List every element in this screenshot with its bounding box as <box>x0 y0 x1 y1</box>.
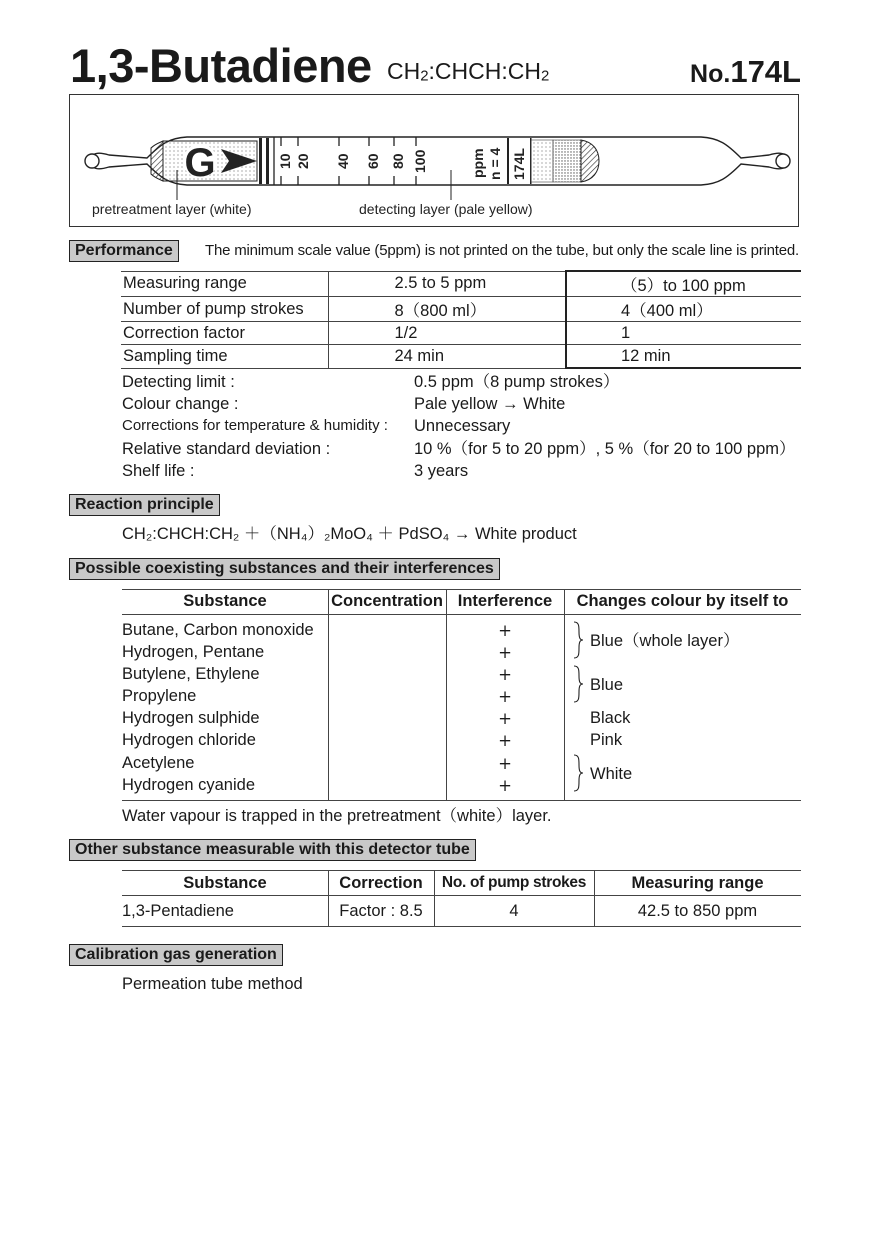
perf-value: 1/2 <box>328 322 566 345</box>
spec-label: Corrections for temperature & humidity : <box>122 417 388 434</box>
colour-change-cell: Black <box>590 709 631 727</box>
perf-value: 4（400 ml） <box>566 297 801 322</box>
scale-label: 100 <box>412 149 428 173</box>
table-row <box>121 297 801 322</box>
interferences-footnote: Water vapour is trapped in the pretreatment（white）layer. <box>122 807 552 825</box>
column-header: Substance <box>183 874 267 892</box>
substance-cell: Propylene <box>122 687 197 705</box>
formula-subscript: 2 <box>420 67 429 85</box>
brace-icon <box>574 622 583 658</box>
tube-number-value: 174L <box>730 54 801 89</box>
tube-number-prefix: No. <box>690 60 731 88</box>
perf-value: 24 min <box>328 345 566 369</box>
reaction-equation: CH₂:CHCH:CH₂ ＋（NH₄）₂MoO₄ ＋ PdSO₄ → White product <box>122 525 577 543</box>
substance-cell: Butylene, Ethylene <box>122 665 260 683</box>
perf-label: Correction factor <box>121 322 328 345</box>
page-title: 1,3-Butadiene <box>70 39 372 92</box>
substance-cell: Acetylene <box>122 754 195 772</box>
perf-value: 1 <box>566 322 801 345</box>
strokes-label: n = 4 <box>487 147 503 180</box>
interference-cell: + <box>498 776 512 795</box>
detecting-layer-label: detecting layer (pale yellow) <box>359 201 533 217</box>
scale-label: 10 <box>277 153 293 169</box>
spec-value: 3 years <box>414 462 469 480</box>
brace-icons <box>568 620 588 800</box>
interference-cell: + <box>498 665 512 684</box>
performance-note: The minimum scale value (5ppm) is not printed on the tube, but only the scale line is printed. <box>205 242 800 259</box>
scale-label: 80 <box>390 153 406 169</box>
interferences-table <box>122 589 801 801</box>
substance-cell: 1,3-Pentadiene <box>122 902 234 920</box>
tube-code-label: 174L <box>511 148 527 180</box>
column-header: No. of pump strokes <box>441 874 587 891</box>
substance-cell: Hydrogen, Pentane <box>122 643 265 661</box>
chemical-formula <box>387 58 549 85</box>
detector-tube-illustration <box>69 94 799 227</box>
brace-icon <box>574 666 583 702</box>
table-row <box>121 322 801 345</box>
interference-cell: + <box>498 687 512 706</box>
column-header: Changes colour by itself to <box>576 592 789 610</box>
spec-label: Relative standard deviation : <box>122 440 331 458</box>
spec-label: Colour change : <box>122 395 239 413</box>
pump-strokes-cell: 4 <box>509 902 519 920</box>
measuring-range-cell: 42.5 to 850 ppm <box>637 902 758 920</box>
substance-cell: Butane, Carbon monoxide <box>122 621 314 639</box>
reaction-heading: Reaction principle <box>69 494 220 516</box>
perf-label: Number of pump strokes <box>121 297 328 322</box>
brace-icon <box>574 755 583 791</box>
calibration-heading: Calibration gas generation <box>69 944 283 966</box>
perf-value: 8（800 ml） <box>328 297 566 322</box>
spec-value: Pale yellow → White <box>414 395 566 413</box>
perf-value: 12 min <box>566 345 801 369</box>
perf-value: （5）to 100 ppm <box>566 271 801 297</box>
other-substance-heading: Other substance measurable with this detector tube <box>69 839 476 861</box>
column-header: Correction <box>339 874 423 892</box>
formula-part: CH <box>387 58 421 84</box>
spec-value: 0.5 ppm（8 pump strokes） <box>414 373 620 391</box>
perf-label: Measuring range <box>121 271 328 297</box>
substance-cell: Hydrogen cyanide <box>122 776 255 794</box>
perf-label: Sampling time <box>121 345 328 369</box>
spec-value: Unnecessary <box>414 417 511 435</box>
substance-cell: Hydrogen chloride <box>122 731 256 749</box>
pretreatment-layer-label: pretreatment layer (white) <box>92 201 252 217</box>
spec-label: Detecting limit : <box>122 373 235 391</box>
formula-part: :CHCH:CH <box>428 58 541 84</box>
interference-cell: + <box>498 754 512 773</box>
colour-change-cell: White <box>590 765 633 783</box>
column-header: Substance <box>183 592 267 610</box>
table-row <box>121 271 801 297</box>
spec-label: Shelf life : <box>122 462 195 480</box>
perf-value: 2.5 to 5 ppm <box>328 271 566 297</box>
other-substance-table <box>122 870 801 927</box>
column-header: Concentration <box>331 592 443 610</box>
interference-cell: + <box>498 709 512 728</box>
formula-subscript: 2 <box>541 67 550 85</box>
performance-heading: Performance <box>69 240 179 262</box>
scale-label: 60 <box>365 153 381 169</box>
column-header: Interference <box>457 592 553 610</box>
table-row <box>121 345 801 369</box>
substance-cell: Hydrogen sulphide <box>122 709 260 727</box>
interference-cell: + <box>498 731 512 750</box>
colour-change-cell: Blue <box>590 676 624 694</box>
interferences-heading: Possible coexisting substances and their interferences <box>69 558 500 580</box>
performance-table <box>121 270 801 369</box>
colour-change-cell: Blue（whole layer） <box>590 632 740 650</box>
correction-cell: Factor : 8.5 <box>339 902 423 920</box>
spec-value: 10 %（for 5 to 20 ppm）, 5 %（for 20 to 100 ppm） <box>414 440 796 458</box>
unit-label: ppm <box>470 148 486 178</box>
interference-cell: + <box>498 643 512 662</box>
colour-change-cell: Pink <box>590 731 623 749</box>
column-header: Measuring range <box>631 874 764 892</box>
calibration-method: Permeation tube method <box>122 975 303 993</box>
scale-label: 20 <box>295 153 311 169</box>
logo-letter: G <box>184 141 216 185</box>
interference-cell: + <box>498 621 512 640</box>
scale-label: 40 <box>335 153 351 169</box>
tube-number <box>690 54 801 90</box>
